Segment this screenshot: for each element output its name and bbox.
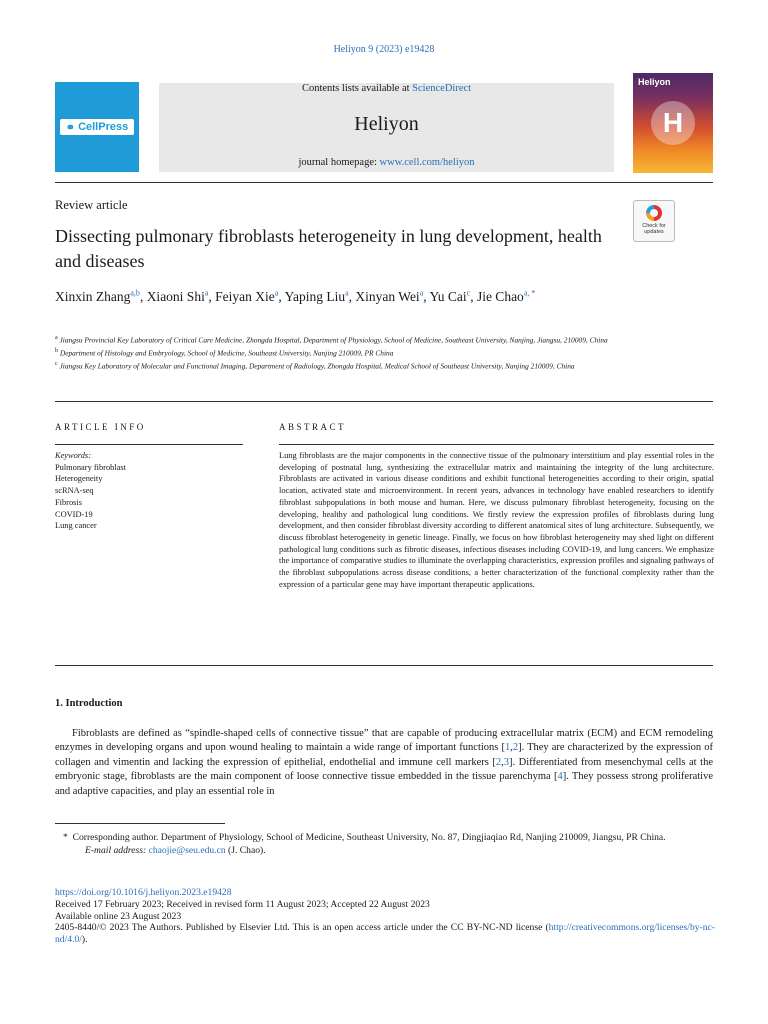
keyword-item: COVID-19: [55, 509, 93, 519]
cover-emblem: H: [651, 101, 695, 145]
author-name[interactable]: Xiaoni Shi$^a$,: [146, 288, 216, 304]
email-note: E-mail address: chaojie@seu.edu.cn (J. Chao).: [85, 845, 266, 856]
article-info-heading: ARTICLE INFO: [55, 422, 146, 432]
check-for-updates-button[interactable]: [633, 200, 675, 242]
info-divider: [55, 401, 713, 402]
crossmark-icon: [646, 205, 662, 221]
article-type: Review article: [55, 198, 128, 212]
homepage-line: journal homepage: www.cell.com/heliyon: [298, 157, 475, 168]
publication-footer: [55, 887, 715, 946]
doi-link[interactable]: https://doi.org/10.1016/j.heliyon.2023.e19428: [55, 887, 232, 898]
citation-link[interactable]: 1: [504, 742, 511, 754]
section-heading-introduction: 1. Introduction: [55, 698, 123, 709]
author-name[interactable]: Xinyan Wei$^a$,: [355, 288, 430, 304]
citation-link[interactable]: 3: [503, 756, 509, 768]
keyword-item: Fibrosis: [55, 497, 82, 507]
keyword-item: Pulmonary fibroblast: [55, 462, 126, 472]
citation-link[interactable]: 4: [557, 771, 563, 783]
abstract-divider: [55, 665, 713, 666]
available-date: Available online 23 August 2023: [55, 910, 182, 922]
footnotes: [55, 831, 715, 857]
keyword-item: Heterogeneity: [55, 474, 103, 484]
affiliation-item: $^b$ Department of Histology and Embryology, School of Medicine, Southeast University, Nanjing 210009, PR China: [55, 347, 394, 358]
header-divider: [55, 182, 713, 183]
citation-link[interactable]: 2: [512, 742, 519, 754]
article-info-rule: [55, 444, 243, 445]
affiliation-item: $^a$ Jiangsu Provincial Key Laboratory of Critical Care Medicine, Zhongda Hospital, Department of Physiology, School of Medicine, Southeast University, Nanjing, Jiangsu, 210009, China: [55, 335, 608, 345]
email-link[interactable]: chaojie@seu.edu.cn: [148, 845, 226, 856]
keywords-label: Keywords:: [55, 451, 91, 460]
received-dates: Received 17 February 2023; Received in revised form 11 August 2023; Accepted 22 August 2023: [55, 898, 430, 910]
keywords-list: [55, 462, 126, 532]
author-name[interactable]: Xinxin Zhang$^{a,b}$,: [55, 288, 147, 304]
sciencedirect-link[interactable]: ScienceDirect: [412, 83, 472, 94]
footnote-rule: [55, 823, 225, 824]
author-name[interactable]: Jie Chao$^{a, *}$: [476, 288, 536, 304]
homepage-link[interactable]: www.cell.com/heliyon: [379, 157, 475, 168]
abstract-heading: ABSTRACT: [279, 422, 347, 432]
corresponding-author-note: * Corresponding author. Department of Physiology, School of Medicine, Southeast University, No. 87, Dingjiaqiao Rd, Nanjing 210009, Jiangsu, PR China.: [63, 832, 666, 843]
journal-cover[interactable]: [633, 73, 713, 173]
license-text: 2405-8440/© 2023 The Authors. Published by Elsevier Ltd. This is an open access article under the CC BY-NC-ND license (http://creativecommons.org/licenses/by-nc-nd/4.0/).: [55, 922, 715, 946]
author-list: [55, 283, 655, 306]
abstract-text: Lung fibroblasts are the major components in the connective tissue of the pulmonary interstitium and play essential roles in the developing of postnatal lung, synthesizing the extracellular matrix and maintaining the integrity of the lung architecture. Fibroblasts are activated in various disease conditions and exhibit functional heterogeneities according to their origin, spatial location, activated state and microenvironment. In recent years, advances in technology have enabled researchers to identify fibroblast subpopulations in both mouse and human. Here, we discuss pulmonary fibroblast heterogeneity, focusing on the developing, healthy and pathological lung conditions. We firstly review the expression profiles of fibroblasts during lung development, and then consider fibroblast diversity according to different anatomical sites of lung architecture. Subsequently, we discuss fibroblast heterogeneity in genetic lineage. Finally, we focus on how fibroblast heterogeneity may shed light on different pathological lung conditions such as fibrotic diseases, infectious diseases including COVID-19, and lung cancers. We emphasize the importance of comparative studies to illuminate the overlapping characteristics, expression profiles and signaling pathways of the fibroblast subpopulations across disease conditions, a better characterization of the functional complexity rather than the expression of a particular gene may have important therapeutic applications.: [279, 451, 714, 589]
author-name[interactable]: Yu Cai$^c$,: [429, 288, 477, 304]
article-title: Dissecting pulmonary fibroblasts heterogeneity in lung development, health and diseases: [55, 226, 602, 271]
introduction-paragraph: Fibroblasts are defined as “spindle-shaped cells of connective tissue” that are capable of producing extracellular matrix (ECM) and ECM remodeling enzymes in developing organs and upon wound healing to maintain a wide range of important functions [1,2]. They are characterized by the expression of collagen and vimentin and lacking the expression of epithelial, endothelial and immune cell markers [2,3]. Differentiated from mesenchymal cells at the embryonic stage, fibroblasts are the main component of loose connective tissue embedded in the tissue parenchyma [4]. They possess strong proliferative and adaptive capacities, and play an essential role in: [55, 728, 713, 797]
keyword-item: scRNA-seq: [55, 486, 94, 496]
cellpress-logo-icon: ⚭ CellPress: [60, 119, 134, 135]
journal-reference[interactable]: Heliyon 9 (2023) e19428: [333, 44, 435, 55]
citation-link[interactable]: 2: [495, 756, 502, 768]
check-updates-label: Check for updates: [642, 223, 666, 235]
license-link[interactable]: http://creativecommons.org/licenses/by-nc-nd/4.0/: [55, 922, 715, 946]
keywords-block: [55, 450, 126, 532]
journal-header: [159, 83, 614, 172]
publisher-logo[interactable]: [55, 82, 139, 172]
author-name[interactable]: Yaping Liu$^a$,: [284, 288, 356, 304]
abstract-rule: [279, 444, 714, 445]
cover-title: Heliyon: [638, 77, 671, 87]
journal-title: Heliyon: [354, 113, 419, 135]
keyword-item: Lung cancer: [55, 521, 97, 531]
affiliation-item: $^c$ Jiangsu Key Laboratory of Molecular and Functional Imaging, Department of Radiology, Zhongda Hospital, Medical School of Southeast University, Nanjing 210009, China: [55, 360, 575, 371]
contents-line: Contents lists available at ScienceDirect: [301, 83, 472, 94]
affiliations: [55, 333, 635, 372]
author-name[interactable]: Feiyan Xie$^a$,: [215, 288, 285, 304]
